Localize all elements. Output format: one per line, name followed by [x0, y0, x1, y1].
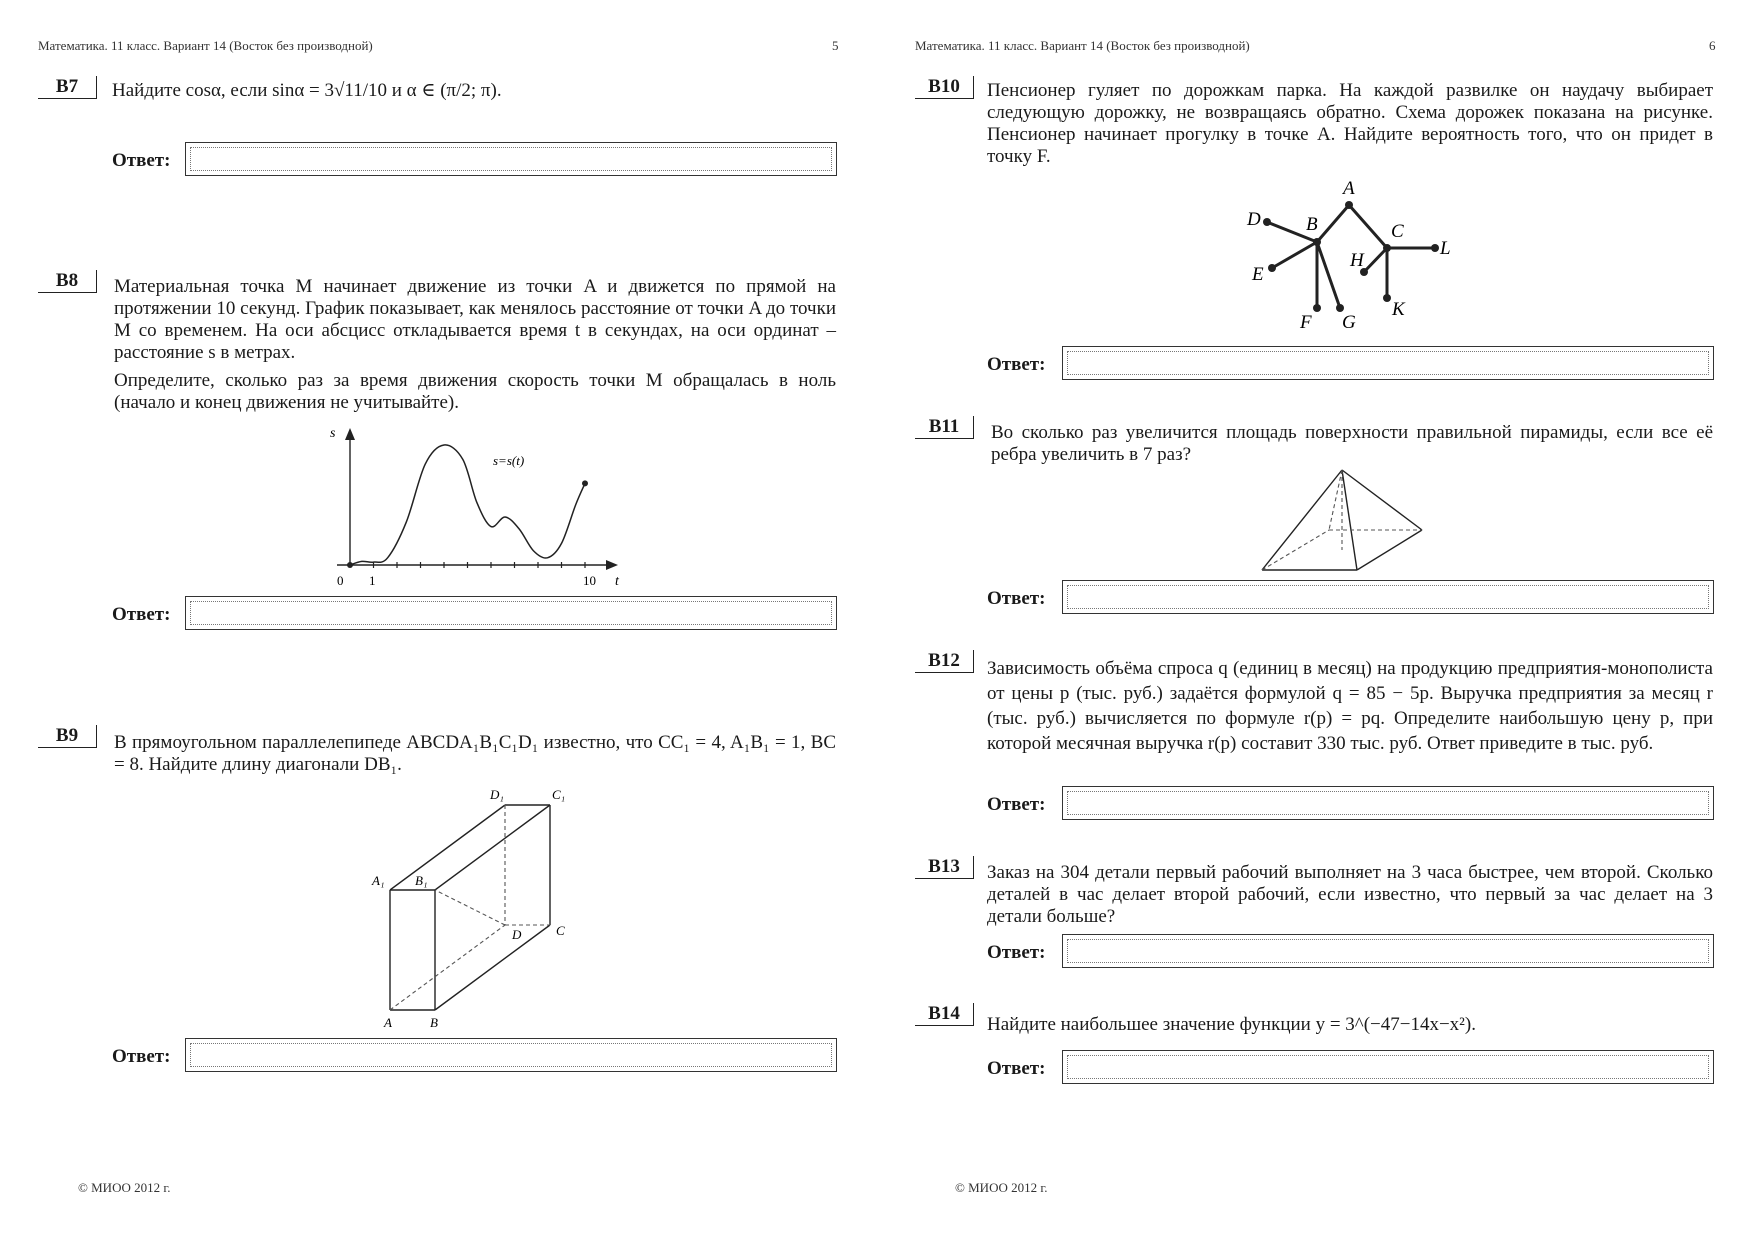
- answer-box-b11[interactable]: [1062, 580, 1714, 614]
- end-marker: [582, 480, 588, 486]
- answer-label-b9: Ответ:: [112, 1046, 171, 1067]
- answer-label-b8: Ответ:: [112, 604, 171, 625]
- answer-box-b13[interactable]: [1062, 934, 1714, 968]
- task-label-b11: B11: [915, 416, 974, 439]
- y-axis-label: s: [330, 426, 336, 441]
- x-axis-label: t: [615, 574, 619, 589]
- task-b12-text: Зависимость объёма спроса q (единиц в месяц) на продукцию предприятия-монополиста от цены p (тыс. руб.) задаётся формулой q = 85 − 5p. Выручка предприятия за месяц r (тыс. руб.) вычисляется по формуле r(p) = pq. Определите наибольшую цену p, при которой месячная выручка r(p) составит 330 тыс. руб. Ответ приведите в тыс. руб.: [987, 658, 1713, 754]
- node-h: H: [1350, 250, 1364, 271]
- task-b9-text: В прямоугольном параллелепипеде ABCDA₁B₁C₁D₁ известно, что CC₁ = 4, A₁B₁ = 1, BC = 8. Найдите длину диагонали DB₁.: [114, 732, 836, 775]
- answer-box-b9[interactable]: [185, 1038, 837, 1072]
- distance-time-chart: [325, 425, 625, 595]
- vertex-b: B: [430, 1015, 438, 1030]
- page-header: Математика. 11 класс. Вариант 14 (Восток без производной): [915, 38, 1250, 53]
- task-b7-formula: Найдите cosα, если sinα = 3√11/10 и α ∈ (π/2; π).: [112, 80, 502, 101]
- vertex-d: D: [512, 927, 522, 942]
- answer-label-b14: Ответ:: [987, 1058, 1046, 1079]
- node-c: C: [1391, 221, 1404, 242]
- page-number: 6: [1709, 38, 1716, 53]
- vertex-b1: B₁: [415, 873, 428, 888]
- start-marker: [347, 562, 353, 568]
- task-label-b7: B7: [38, 76, 97, 99]
- x-tick-label-0: 0: [337, 573, 344, 588]
- task-b10-text: Пенсионер гуляет по дорожкам парка. На каждой развилке он наудачу выбирает следующую дорожку, не возвращаясь обратно. Схема дорожек показана на рисунке. Пенсионер начинает прогулку в точке A. Найдите вероятность того, что он придет в точку F.: [987, 80, 1713, 167]
- node-a: A: [1343, 180, 1355, 199]
- answer-label-b7: Ответ:: [112, 150, 171, 171]
- task-b8-paragraph-1: Материальная точка M начинает движение из точки A и движется по прямой на протяжении 10 секунд. График показывает, как менялось расстояние от точки A до точки M со временем. На оси абсцисс откладывается время t в секундах, на оси ординат – расстояние s в метрах.: [114, 276, 836, 363]
- node-f: F: [1300, 312, 1312, 333]
- node-b: B: [1306, 214, 1318, 235]
- s-curve: [350, 445, 585, 565]
- y-axis-arrow: [345, 428, 355, 440]
- x-axis-arrow: [606, 560, 618, 570]
- task-label-b12: B12: [915, 650, 974, 673]
- node-k: K: [1392, 299, 1405, 320]
- task-label-b8: B8: [38, 270, 97, 293]
- curve-label: s=s(t): [493, 453, 525, 468]
- answer-box-b8[interactable]: [185, 596, 837, 630]
- park-paths-graph: [1222, 180, 1452, 335]
- node-e: E: [1252, 264, 1264, 285]
- vertex-c: C: [556, 923, 565, 938]
- answer-box-b10[interactable]: [1062, 346, 1714, 380]
- task-label-b13: B13: [915, 856, 974, 879]
- x-tick-label-1: 1: [369, 573, 376, 588]
- vertex-a: A: [384, 1015, 392, 1030]
- task-b8-paragraph-2: Определите, сколько раз за время движения скорость точки M обращалась в ноль (начало и конец движения не учитывайте).: [114, 370, 836, 413]
- vertex-a1: A₁: [372, 873, 385, 888]
- answer-box-b12[interactable]: [1062, 786, 1714, 820]
- vertex-c1: C₁: [552, 787, 566, 802]
- x-tick-label-10: 10: [583, 573, 596, 588]
- task-b14-text: Найдите наибольшее значение функции y = 3^(−47−14x−x²).: [987, 1014, 1476, 1035]
- right-page: [877, 0, 1754, 1239]
- answer-box-b7[interactable]: [185, 142, 837, 176]
- answer-label-b13: Ответ:: [987, 942, 1046, 963]
- task-b11-text: Во сколько раз увеличится площадь поверхности правильной пирамиды, если все её ребра увеличить в 7 раз?: [991, 422, 1713, 465]
- page-header: Математика. 11 класс. Вариант 14 (Восток без производной): [38, 38, 373, 53]
- page-footer: © МИОО 2012 г.: [78, 1180, 171, 1195]
- node-l: L: [1440, 238, 1451, 259]
- task-label-b10: B10: [915, 76, 974, 99]
- vertex-d1: D₁: [490, 787, 504, 802]
- parallelepiped-figure: [370, 785, 590, 1030]
- task-b7-text: [112, 80, 832, 102]
- page-footer: © МИОО 2012 г.: [955, 1180, 1048, 1195]
- task-b13-text: Заказ на 304 детали первый рабочий выполняет на 3 часа быстрее, чем второй. Сколько деталей в час делает второй рабочий, если известно, что первый за час делает на 3 детали больше?: [987, 862, 1713, 927]
- task-b8-text: [114, 276, 836, 420]
- answer-label-b10: Ответ:: [987, 354, 1046, 375]
- answer-label-b12: Ответ:: [987, 794, 1046, 815]
- task-label-b14: B14: [915, 1003, 974, 1026]
- node-g: G: [1342, 312, 1356, 333]
- task-label-b9: B9: [38, 725, 97, 748]
- answer-box-b14[interactable]: [1062, 1050, 1714, 1084]
- answer-label-b11: Ответ:: [987, 588, 1046, 609]
- node-d: D: [1247, 209, 1261, 230]
- page-number: 5: [832, 38, 839, 53]
- pyramid-figure: [1257, 465, 1447, 575]
